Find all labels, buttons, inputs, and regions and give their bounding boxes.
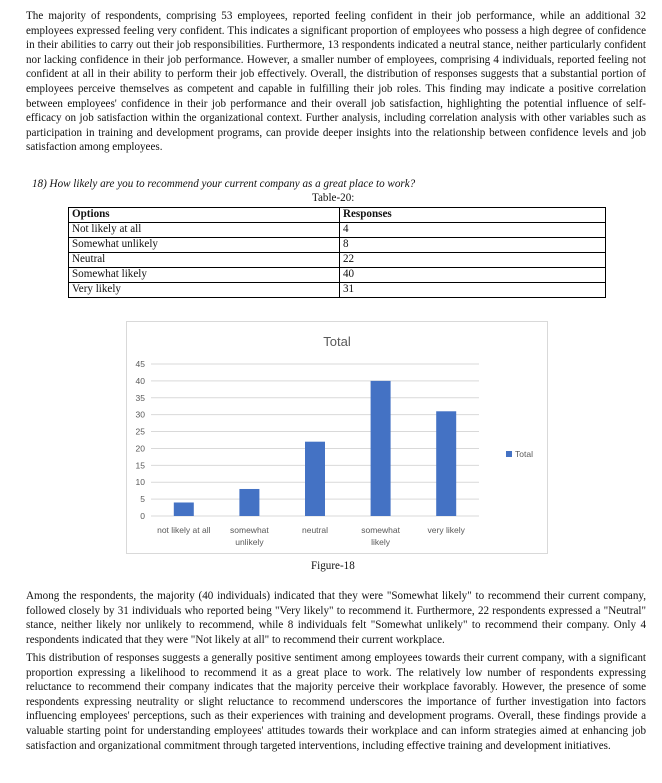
table-cell-count: 8: [340, 238, 606, 253]
survey-question: 18) How likely are you to recommend your current company as a great place to work?: [32, 178, 416, 190]
x-tick-label: neutral: [302, 525, 328, 535]
paragraph-2: Among the respondents, the majority (40 individuals) indicated that they were "Somewhat likely" to recommend their current company, followed closely by 31 individuals who reported being "Very likely" to recommend it. Furthermore, 22 respondents expressed a "Neutral" stance, neither likely nor unlikely to recommend, while 8 individuals felt "Somewhat unlikely" to recommend their company. Only 4 respondents indicated that they were "Not likely at all" to recommend their current workplace.: [26, 590, 646, 646]
x-tick-label: not likely at all: [157, 525, 211, 535]
table-caption: Table-20:: [312, 192, 355, 204]
y-tick-label: 5: [140, 494, 145, 505]
y-tick-label: 0: [140, 511, 145, 521]
bar: [371, 381, 391, 516]
table-header-row: [69, 208, 606, 223]
legend-swatch: [506, 451, 512, 457]
bar: [436, 411, 456, 516]
paragraph-1: The majority of respondents, comprising 53 employees, reported feeling confident in their job performance, while an additional 32 employees expressed feeling very confident. This indicates a significant proportion of employees who possess a high degree of confidence in their abilities to carry out their job responsibilities. Furthermore, 13 respondents indicated a neutral stance, neither particularly confident nor lacking confidence in their job performance. However, a smaller number of employees, comprising 4 individuals, reported feeling not confident at all in their ability to perform their job effectively. Overall, the distribution of responses suggests that a substantial portion of employees perceive themselves as competent and capable in fulfilling their job roles. This finding may indicate a positive correlation between employees' confidence in their job performance and their overall job satisfaction, highlighting the potential influence of self-efficacy on job satisfaction within the organizational context. Further analysis, including correlation analysis with other variables such as participation in training and development programs, can provide deeper insights into the relationship between confidence levels and job satisfaction among employees.: [26, 10, 646, 154]
table-cell-option: Very likely: [69, 283, 340, 298]
paragraph-3: This distribution of responses suggests a generally positive sentiment among employees towards their current company, with a significant proportion expressing a likelihood to recommend it as a great place to work. The relatively low number of respondents expressing reluctance to recommend their company indicates that the majority perceive their workplace favorably. However, the presence of some respondents expressing neutrality or slight reluctance to recommend underscores the importance of further investigation into factors influencing employees' perceptions, such as their experiences with training and development programs. Overall, these findings provide a valuable starting point for understanding employees' attitudes towards their workplace and can inform strategies aimed at enhancing job satisfaction and organizational commitment through targeted interventions, including effective training and development initiatives.: [26, 652, 646, 752]
table-row: [69, 253, 606, 268]
table-row: [69, 238, 606, 253]
y-tick-label: 10: [135, 477, 145, 488]
bar: [174, 502, 194, 516]
x-tick-label: very likely: [427, 525, 465, 535]
y-tick-label: 30: [135, 409, 145, 420]
y-tick-label: 40: [135, 375, 145, 386]
figure-caption: Figure-18: [311, 560, 355, 572]
table-cell-count: 31: [340, 283, 606, 298]
bar: [239, 489, 259, 516]
y-tick-label: 20: [135, 443, 145, 454]
x-tick-label: somewhat: [230, 525, 269, 535]
table-cell-option: Somewhat unlikely: [69, 238, 340, 253]
bar-chart-frame: [126, 321, 548, 554]
table-header-options: Options: [69, 208, 340, 223]
legend-label: Total: [515, 449, 533, 459]
x-tick-label: somewhat: [361, 525, 400, 535]
table-row: [69, 283, 606, 298]
table-header-responses: Responses: [340, 208, 606, 223]
y-tick-label: 35: [135, 392, 145, 403]
x-tick-label: unlikely: [235, 537, 264, 547]
table-cell-count: 40: [340, 268, 606, 283]
x-tick-label: likely: [371, 537, 391, 547]
y-tick-label: 45: [135, 359, 145, 369]
table-row: [69, 268, 606, 283]
y-tick-label: 25: [135, 426, 145, 437]
bar: [305, 442, 325, 516]
chart-title: Total: [323, 334, 351, 349]
table-cell-option: Not likely at all: [69, 223, 340, 238]
table-cell-count: 4: [340, 223, 606, 238]
table-row: [69, 223, 606, 238]
table-cell-option: Neutral: [69, 253, 340, 268]
bar-chart: [127, 322, 547, 553]
responses-table: [68, 207, 606, 298]
y-tick-label: 15: [135, 460, 145, 471]
table-cell-option: Somewhat likely: [69, 268, 340, 283]
table-cell-count: 22: [340, 253, 606, 268]
